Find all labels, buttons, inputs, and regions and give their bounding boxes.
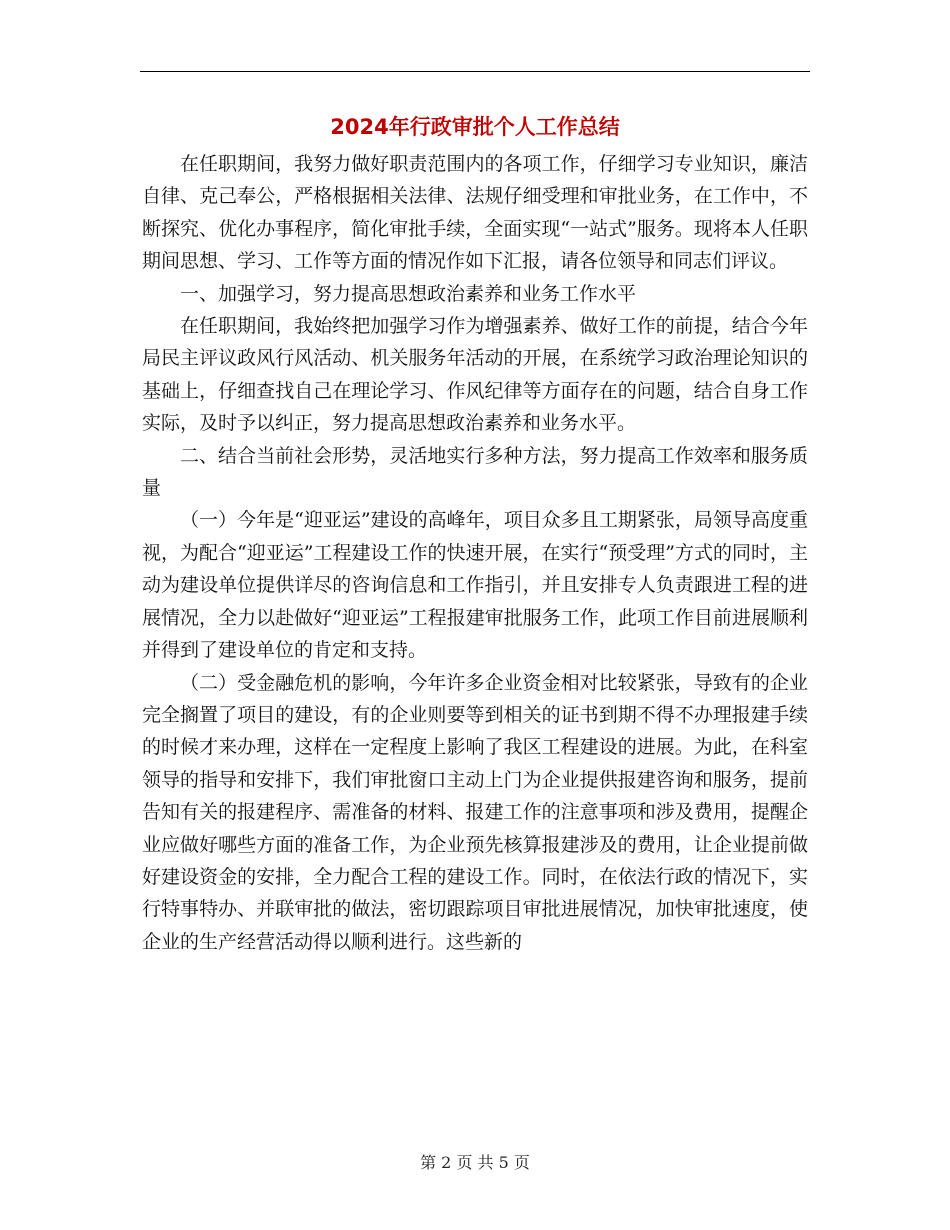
paragraph-asian-games: （一）今年是“迎亚运”建设的高峰年，项目众多且工期紧张，局领导高度重视，为配合“迎亚运”工程建设工作的快速开展，在实行“预受理”方式的同时，主动为建设单位提供详尽的咨询信息和工作指引，并且安排专人负责跟进工程的进展情况，全力以赴做好“迎亚运”工程报建审批服务工作，此项工作目前进展顺利并得到了建设单位的肯定和支持。 [142,509,808,662]
paragraph-study: 在任职期间，我始终把加强学习作为增强素养、做好工作的前提，结合今年局民主评议政风行风活动、机关服务年活动的开展，在系统学习政治理论知识的基础上，仔细查找自己在理论学习、作风纪律等方面存在的问题，结合自身工作实际，及时予以纠正，努力提高思想政治素养和业务水平。 [142,315,808,435]
page-number: 第 2 页 共 5 页 [420,1153,530,1172]
paragraph-financial-crisis: （二）受金融危机的影响，今年许多企业资金相对比较紧张，导致有的企业完全搁置了项目的建设，有的企业则要等到相关的证书到期不得不办理报建手续的时候才来办理，这样在一定程度上影响了我区工程建设的进展。为此，在科室领导的指导和安排下，我们审批窗口主动上门为企业提供报建咨询和服务，提前告知有关的报建程序、需准备的材料、报建工作的注意事项和涉及费用，提醒企业应做好哪些方面的准备工作，为企业预先核算报建涉及的费用，让企业提前做好建设资金的安排，全力配合工程的建设工作。同时，在依法行政的情况下，实行特事特办、并联审批的做法，密切跟踪项目审批进展情况，加快审批速度，使企业的生产经营活动得以顺利进行。这些新的 [142,671,808,953]
section-heading-2: 二、结合当前社会形势，灵活地实行多种方法，努力提高工作效率和服务质量 [142,444,808,500]
section-heading-1: 一、加强学习，努力提高思想政治素养和业务工作水平 [180,282,637,305]
document-title: 2024年行政审批个人工作总结 [330,115,620,139]
header-rule [140,71,810,72]
paragraph-intro: 在任职期间，我努力做好职责范围内的各项工作，仔细学习专业知识，廉洁自律、克己奉公，严格根据相关法律、法规仔细受理和审批业务，在工作中，不断探究、优化办事程序，简化审批手续，全面实现“一站式”服务。现将本人任职期间思想、学习、工作等方面的情况作如下汇报，请各位领导和同志们评议。 [142,153,808,273]
document-body [142,148,808,958]
